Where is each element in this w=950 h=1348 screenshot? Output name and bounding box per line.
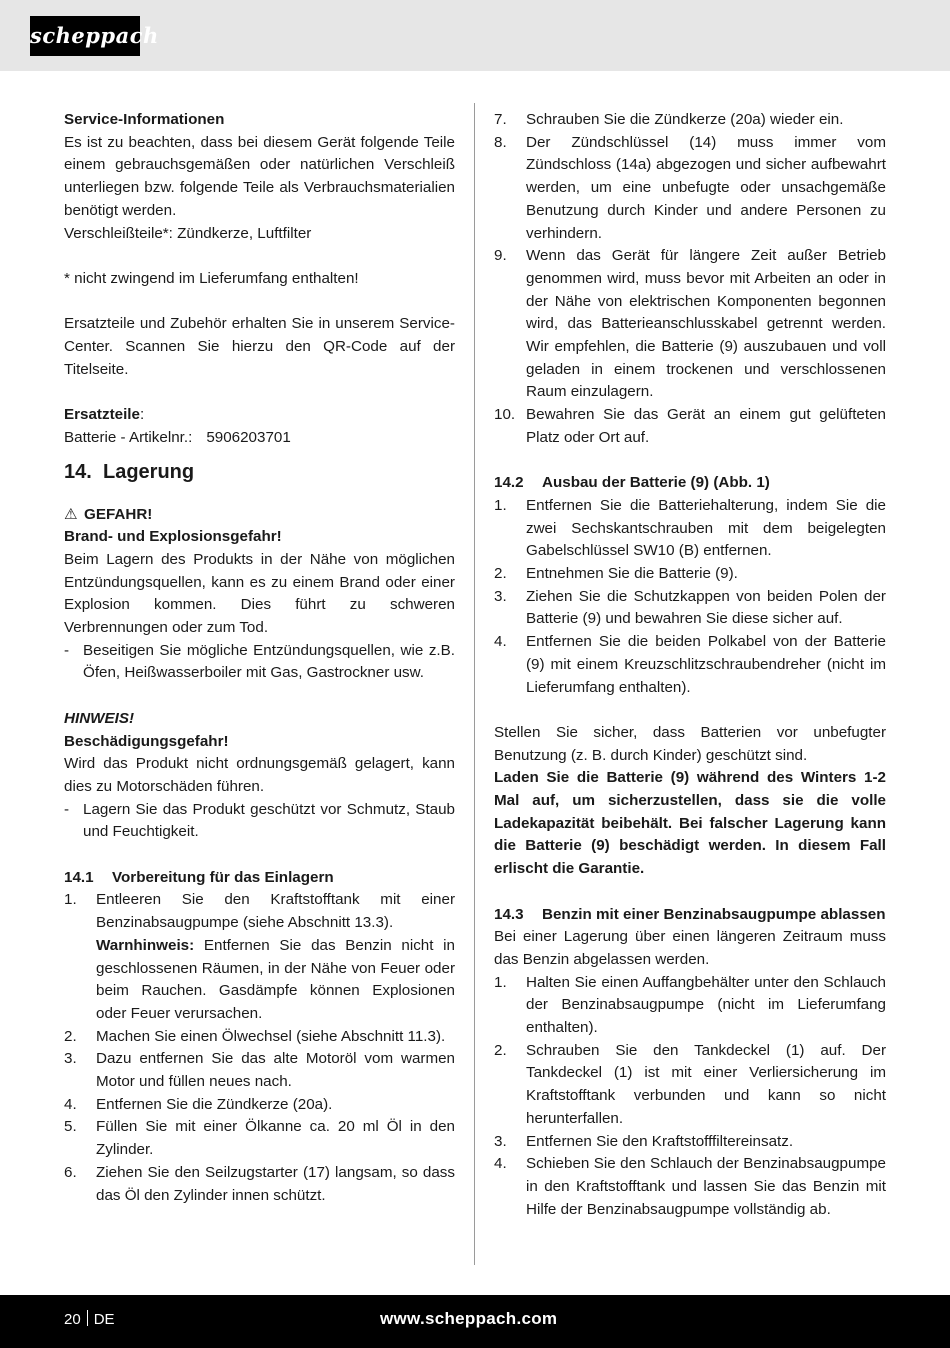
note-bullet-text: Lagern Sie das Produkt geschützt vor Schmutz, Staub und Feuchtigkeit. — [83, 800, 455, 841]
subsection-14-3-heading: 14.3 Benzin mit einer Benzinabsaugpumpe ablassen — [494, 905, 886, 923]
danger-title: Brand- und Explosionsgefahr! — [64, 528, 282, 546]
list-item: 1. Entfernen Sie die Batteriehalterung, indem Sie die zwei Sechskantschrauben mit dem beigelegten Gabelschlüssel SW10 (B) entfernen. — [494, 496, 886, 560]
page-number: 20 — [64, 1311, 81, 1328]
note-label: HINWEIS! — [64, 709, 135, 727]
list-item: 1. Entleeren Sie den Kraftstofftank mit einer Benzinabsaugpumpe (siehe Abschnitt 13.3). Warnhinweis: Entfernen Sie das Benzin nicht in geschlossenen Räumen, in der Nähe von Feuer oder beim Rauchen. Gasdämpfe können Explosionen oder Feuer verursachen. — [64, 891, 455, 1022]
list-item: 3. Entfernen Sie den Kraftstofffiltereinsatz. — [494, 1132, 794, 1150]
list-item: 1. Halten Sie einen Auffangbehälter unter den Schlauch der Benzinabsaugpumpe (nicht im Lieferumfang enthalten). — [494, 973, 886, 1037]
danger-label: GEFAHR! — [84, 505, 153, 523]
right-column — [494, 109, 886, 1221]
spare-parts-text: Ersatzteile und Zubehör erhalten Sie in unserem Service-Center. Scannen Sie hierzu den QR-Code auf der Titelseite. — [64, 315, 455, 378]
website-link[interactable]: www.scheppach.com — [380, 1309, 558, 1328]
header-band — [0, 0, 950, 71]
service-title: Service-Informationen — [64, 111, 225, 128]
list-item: 2. Schrauben Sie den Tankdeckel (1) auf. Der Tankdeckel (1) ist mit einer Verliersicherung im Kraftstofftank verbunden und kann so nicht herunterfallen. — [494, 1041, 886, 1127]
warn-note-text: Entfernen Sie das Benzin nicht in geschlossenen Räumen, in der Nähe von Feuer oder beim Rauchen. Gasdämpfe können Explosionen oder Feuer verursachen. — [96, 936, 455, 1022]
battery-label: Batterie - Artikelnr.: — [64, 428, 193, 446]
list-item: 4. Schieben Sie den Schlauch der Benzinabsaugpumpe in den Kraftstofftank und lassen Sie das Benzin mit Hilfe der Benzinabsaugpumpe vollständig ab. — [494, 1155, 886, 1218]
warn-note-label: Warnhinweis: — [96, 936, 195, 954]
subsection-14-1-heading: 14.1 Vorbereitung für das Einlagern — [64, 868, 334, 886]
list-item: 8. Der Zündschlüssel (14) muss immer vom Zündschloss (14a) abgezogen und sicher aufbewahrt werden, um eine unbefugte oder unsachgemäße Benutzung durch Kinder und andere Personen zu verhindern. — [494, 133, 886, 242]
note-text: Wird das Produkt nicht ordnungsgemäß gelagert, kann dies zu Motorschäden führen. — [64, 755, 455, 795]
note-title: Beschädigungsgefahr! — [64, 732, 229, 750]
battery-charge-warning: Laden Sie die Batterie (9) während des Winters 1-2 Mal auf, um sicherzustellen, dass sie die volle Ladekapazität beibehält. Bei falscher Lagerung kann die Batterie (9) beschädigt werden. In diesem Fall erlischt die Garantie. — [494, 769, 886, 878]
footer-bar — [0, 1295, 950, 1348]
wear-parts: Verschleißteile*: Zündkerze, Luftfilter — [64, 224, 312, 242]
footnote: * nicht zwingend im Lieferumfang enthalten! — [64, 269, 359, 287]
battery-number: 5906203701 — [206, 428, 291, 446]
list-item: 2. Machen Sie einen Ölwechsel (siehe Abschnitt 11.3). — [64, 1027, 446, 1045]
list-item: 4. Entfernen Sie die Zündkerze (20a). — [64, 1095, 333, 1113]
column-divider — [474, 103, 475, 1265]
danger-bullet-text: Beseitigen Sie mögliche Entzündungsquellen, wie z.B. Öfen, Heißwasserboiler mit Gas, Gastrockner usw. — [83, 641, 455, 682]
battery-article-line — [64, 427, 455, 450]
service-text: Es ist zu beachten, dass bei diesem Gerät folgende Teile einem gebrauchsgemäßen oder natürlichen Verschleiß unterliegen bzw. folgende Teile als Verbrauchsmaterialien benötigt werden. — [64, 133, 455, 219]
section-number: 14. — [64, 460, 92, 483]
fuel-intro: Bei einer Lagerung über einen längeren Zeitraum muss das Benzin abgelassen werden. — [494, 928, 886, 968]
list-item: 2. Entnehmen Sie die Batterie (9). — [494, 565, 738, 583]
page-number-block — [64, 1308, 115, 1332]
list-item: 9. Wenn das Gerät für längere Zeit außer Betrieb genommen wird, muss bevor mit Arbeiten an oder in der Nähe von elektrischen Komponenten begonnen wird, das Batterieanschlusskabel getrennt werden. Wir empfehlen, die Batterie (9) auszubauen und voll geladen in einem trockenen und verschlossenen Raum einzulagern. — [494, 247, 886, 401]
section-title: Lagerung — [103, 460, 195, 483]
list-item: 6. Ziehen Sie den Seilzugstarter (17) langsam, so dass das Öl den Zylinder innen schützt. — [64, 1163, 455, 1204]
footer-separator — [87, 1310, 88, 1326]
list-item: 10. Bewahren Sie das Gerät an einem gut gelüfteten Platz oder Ort auf. — [494, 406, 886, 446]
spare-parts-line: Ersatzteile: — [64, 406, 145, 424]
danger-label-line — [64, 504, 455, 527]
left-column — [64, 109, 455, 1207]
section-heading — [64, 459, 455, 485]
language-code: DE — [93, 1311, 115, 1328]
brand-logo: scheppach — [30, 16, 140, 56]
list-item: 4. Entfernen Sie die beiden Polkabel von der Batterie (9) mit einem Kreuzschlitzschraubendreher (nicht im Lieferumfang enthalten). — [494, 633, 886, 696]
danger-bullet: - Beseitigen Sie mögliche Entzündungsquellen, wie z.B. Öfen, Heißwasserboiler mit Gas, Gastrockner usw. — [64, 640, 455, 685]
danger-text: Beim Lagern des Produkts in der Nähe von möglichen Entzündungsquellen, kann es zu einem Brand oder einer Explosion kommen. Dies führt zu schweren Verbrennungen oder zum Tod. — [64, 550, 455, 637]
warning-triangle-icon: ⚠ — [64, 505, 78, 523]
list-item: 5. Füllen Sie mit einer Ölkanne ca. 20 ml Öl in den Zylinder. — [64, 1118, 455, 1159]
list-item: 3. Dazu entfernen Sie das alte Motoröl vom warmen Motor und füllen neues nach. — [64, 1050, 455, 1091]
note-bullet: - Lagern Sie das Produkt geschützt vor Schmutz, Staub und Feuchtigkeit. — [64, 799, 455, 844]
list-item: 3. Ziehen Sie die Schutzkappen von beiden Polen der Batterie (9) und bewahren Sie diese sicher auf. — [494, 587, 886, 628]
spare-parts-label: Ersatzteile — [64, 406, 140, 424]
subsection-14-2-heading: 14.2 Ausbau der Batterie (9) (Abb. 1) — [494, 474, 770, 492]
list-item: 7. Schrauben Sie die Zündkerze (20a) wieder ein. — [494, 111, 844, 128]
battery-note: Stellen Sie sicher, dass Batterien vor unbefugter Benutzung (z. B. durch Kinder) geschützt sind. — [494, 723, 886, 764]
